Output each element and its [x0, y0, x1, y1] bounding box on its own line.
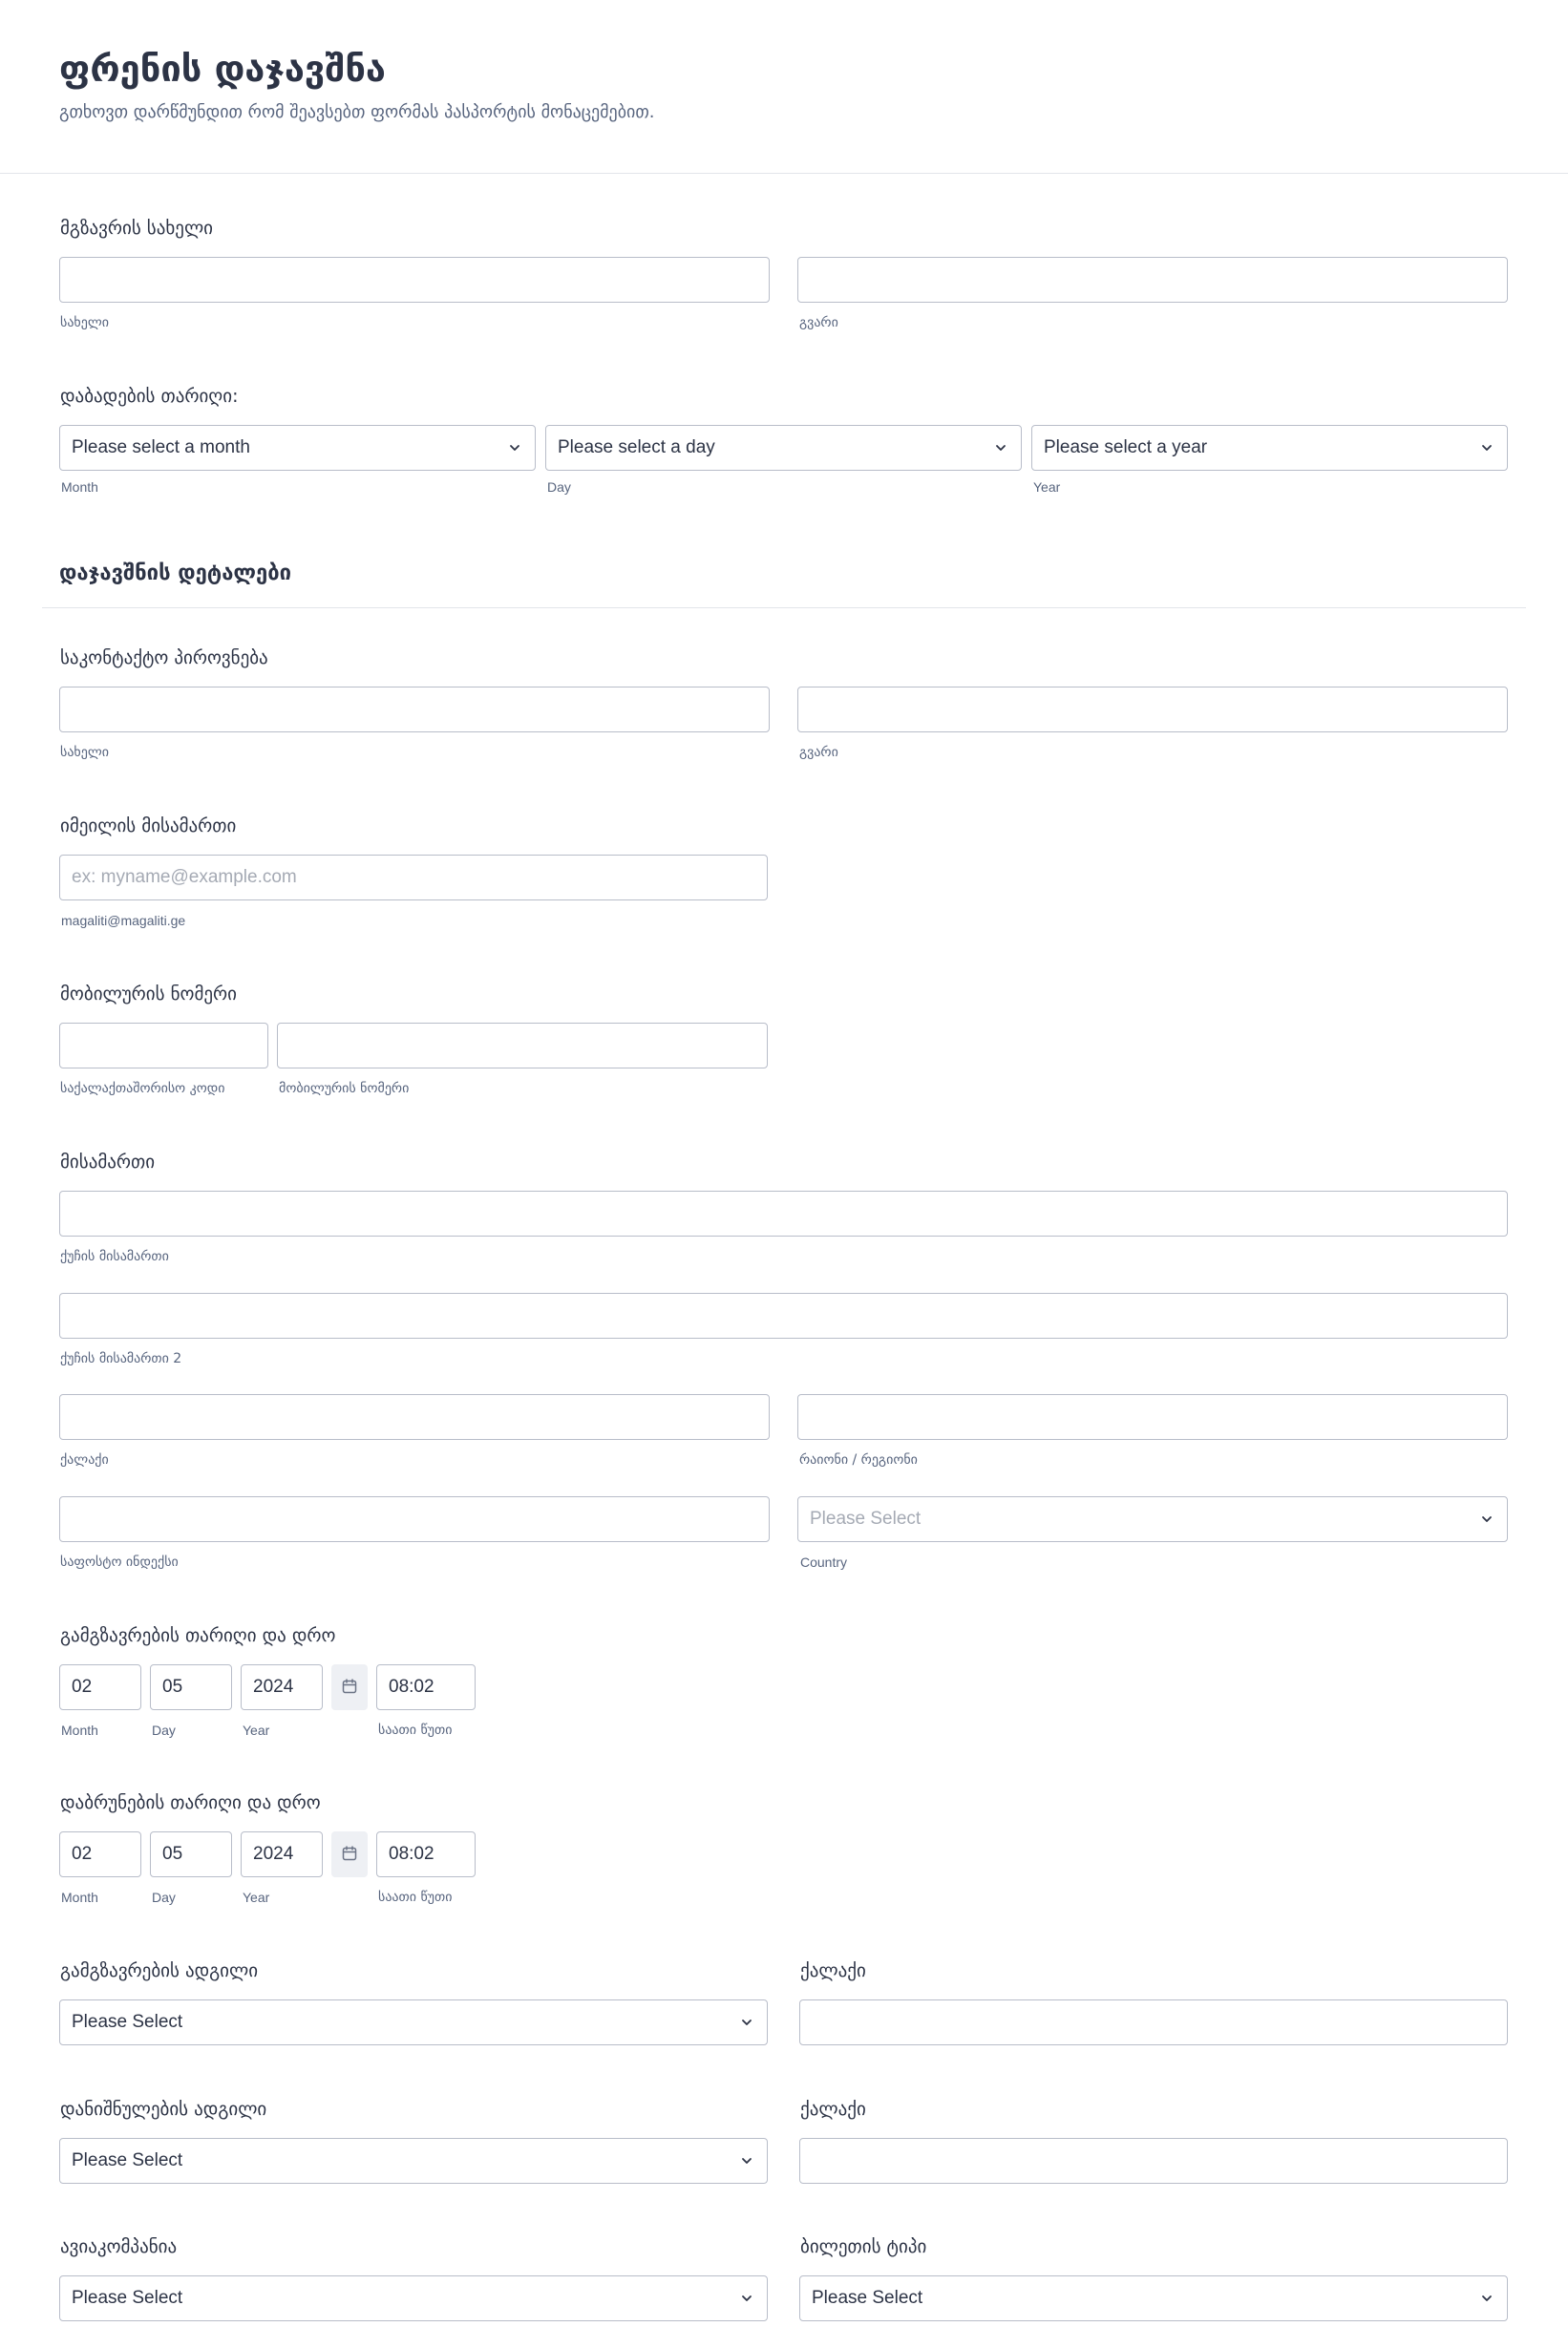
return-calendar-button[interactable]	[331, 1831, 368, 1877]
birth-day-sublabel: Day	[547, 479, 571, 495]
city-sublabel: ქალაქი	[60, 1452, 109, 1468]
chevron-down-icon	[1480, 1512, 1494, 1526]
calendar-icon	[341, 1678, 358, 1695]
contact-last-name-input[interactable]	[797, 687, 1508, 732]
country-sublabel: Country	[800, 1555, 848, 1570]
phone-area-code-input[interactable]	[59, 1023, 268, 1068]
departure-place-select[interactable]	[59, 1999, 768, 2045]
return-month-input[interactable]	[59, 1831, 141, 1877]
chevron-down-icon	[740, 2016, 753, 2029]
phone-label: მობილურის ნომერი	[60, 984, 237, 1005]
arrival-city-label: ქალაქი	[800, 2099, 866, 2120]
departure-year-sublabel: Year	[243, 1723, 270, 1738]
return-month-value: 02	[72, 1844, 93, 1864]
return-datetime-label: დაბრუნების თარიღი და დრო	[60, 1792, 321, 1813]
country-placeholder: Please Select	[810, 1509, 922, 1529]
address-label: მისამართი	[60, 1152, 156, 1173]
contact-person-label: საკონტაქტო პიროვნება	[60, 647, 268, 668]
return-day-value: 05	[162, 1844, 183, 1864]
departure-day-sublabel: Day	[152, 1723, 176, 1738]
departure-day-value: 05	[162, 1677, 183, 1697]
email-sublabel: magaliti@magaliti.ge	[61, 913, 186, 928]
phone-area-code-sublabel: საქალაქთაშორისო კოდი	[60, 1081, 225, 1096]
birth-month-value: Please select a month	[72, 437, 250, 457]
departure-datetime-label: გამგზავრების თარიღი და დრო	[60, 1625, 336, 1646]
booking-details-heading: დაჯავშნის დეტალები	[59, 561, 292, 585]
return-time-input[interactable]	[376, 1831, 476, 1877]
chevron-down-icon	[508, 441, 521, 455]
departure-place-value: Please Select	[72, 2012, 183, 2032]
birth-year-value: Please select a year	[1044, 437, 1208, 457]
return-day-sublabel: Day	[152, 1890, 176, 1905]
contact-first-name-sublabel: სახელი	[60, 745, 109, 760]
region-input[interactable]	[797, 1394, 1508, 1440]
departure-day-input[interactable]	[150, 1664, 232, 1710]
departure-city-label: ქალაქი	[800, 1960, 866, 1981]
street-address-2-input[interactable]	[59, 1293, 1508, 1339]
postal-code-input[interactable]	[59, 1496, 770, 1542]
arrival-place-select[interactable]	[59, 2138, 768, 2184]
airline-value: Please Select	[72, 2288, 183, 2308]
section-divider	[42, 607, 1526, 608]
contact-last-name-sublabel: გვარი	[799, 745, 838, 760]
return-time-sublabel: საათი წუთი	[378, 1890, 453, 1905]
return-day-input[interactable]	[150, 1831, 232, 1877]
birth-day-select[interactable]	[545, 425, 1022, 471]
chevron-down-icon	[740, 2292, 753, 2305]
departure-year-value: 2024	[253, 1677, 294, 1697]
street-address-2-sublabel: ქუჩის მისამართი 2	[60, 1351, 182, 1366]
email-input[interactable]	[59, 855, 768, 900]
form-subtitle: გთხოვთ დარწმუნდით რომ შეავსებთ ფორმას პასპორტის მონაცემებით.	[59, 102, 655, 122]
chevron-down-icon	[994, 441, 1007, 455]
birth-month-sublabel: Month	[61, 479, 98, 495]
postal-code-sublabel: საფოსტო ინდექსი	[60, 1555, 179, 1570]
departure-year-input[interactable]	[241, 1664, 323, 1710]
departure-time-sublabel: საათი წუთი	[378, 1723, 453, 1738]
arrival-place-label: დანიშნულების ადგილი	[60, 2099, 267, 2120]
arrival-city-input[interactable]	[799, 2138, 1508, 2184]
passenger-name-label: მგზავრის სახელი	[60, 218, 213, 239]
airline-select[interactable]	[59, 2275, 768, 2321]
email-label: იმეილის მისამართი	[60, 815, 237, 836]
ticket-type-value: Please Select	[812, 2288, 923, 2308]
street-address-input[interactable]	[59, 1191, 1508, 1237]
city-input[interactable]	[59, 1394, 770, 1440]
passenger-last-name-sublabel: გვარი	[799, 315, 838, 330]
departure-time-value: 08:02	[389, 1677, 434, 1697]
street-address-sublabel: ქუჩის მისამართი	[60, 1249, 169, 1264]
ticket-type-label: ბილეთის ტიპი	[800, 2236, 927, 2257]
departure-month-input[interactable]	[59, 1664, 141, 1710]
return-year-input[interactable]	[241, 1831, 323, 1877]
birth-year-select[interactable]	[1031, 425, 1508, 471]
departure-month-sublabel: Month	[61, 1723, 98, 1738]
departure-month-value: 02	[72, 1677, 93, 1697]
departure-place-label: გამგზავრების ადგილი	[60, 1960, 259, 1981]
chevron-down-icon	[740, 2154, 753, 2168]
birth-month-select[interactable]	[59, 425, 536, 471]
ticket-type-select[interactable]	[799, 2275, 1508, 2321]
country-select[interactable]	[797, 1496, 1508, 1542]
contact-first-name-input[interactable]	[59, 687, 770, 732]
phone-number-sublabel: მობილურის ნომერი	[279, 1081, 410, 1096]
birth-day-value: Please select a day	[558, 437, 715, 457]
birth-year-sublabel: Year	[1033, 479, 1061, 495]
passenger-last-name-input[interactable]	[797, 257, 1508, 303]
airline-label: ავიაკომპანია	[60, 2236, 178, 2257]
departure-city-input[interactable]	[799, 1999, 1508, 2045]
region-sublabel: რაიონი / რეგიონი	[799, 1452, 918, 1468]
arrival-place-value: Please Select	[72, 2150, 183, 2170]
chevron-down-icon	[1480, 441, 1494, 455]
birthdate-label: დაბადების თარიღი:	[60, 386, 239, 407]
return-time-value: 08:02	[389, 1844, 434, 1864]
form-header	[0, 0, 1568, 174]
form-title: ფრენის დაჯავშნა	[59, 48, 386, 90]
return-year-sublabel: Year	[243, 1890, 270, 1905]
calendar-icon	[341, 1845, 358, 1862]
departure-calendar-button[interactable]	[331, 1664, 368, 1710]
chevron-down-icon	[1480, 2292, 1494, 2305]
departure-time-input[interactable]	[376, 1664, 476, 1710]
passenger-first-name-sublabel: სახელი	[60, 315, 109, 330]
passenger-first-name-input[interactable]	[59, 257, 770, 303]
return-year-value: 2024	[253, 1844, 294, 1864]
return-month-sublabel: Month	[61, 1890, 98, 1905]
email-placeholder: ex: myname@example.com	[72, 867, 297, 887]
phone-number-input[interactable]	[277, 1023, 768, 1068]
